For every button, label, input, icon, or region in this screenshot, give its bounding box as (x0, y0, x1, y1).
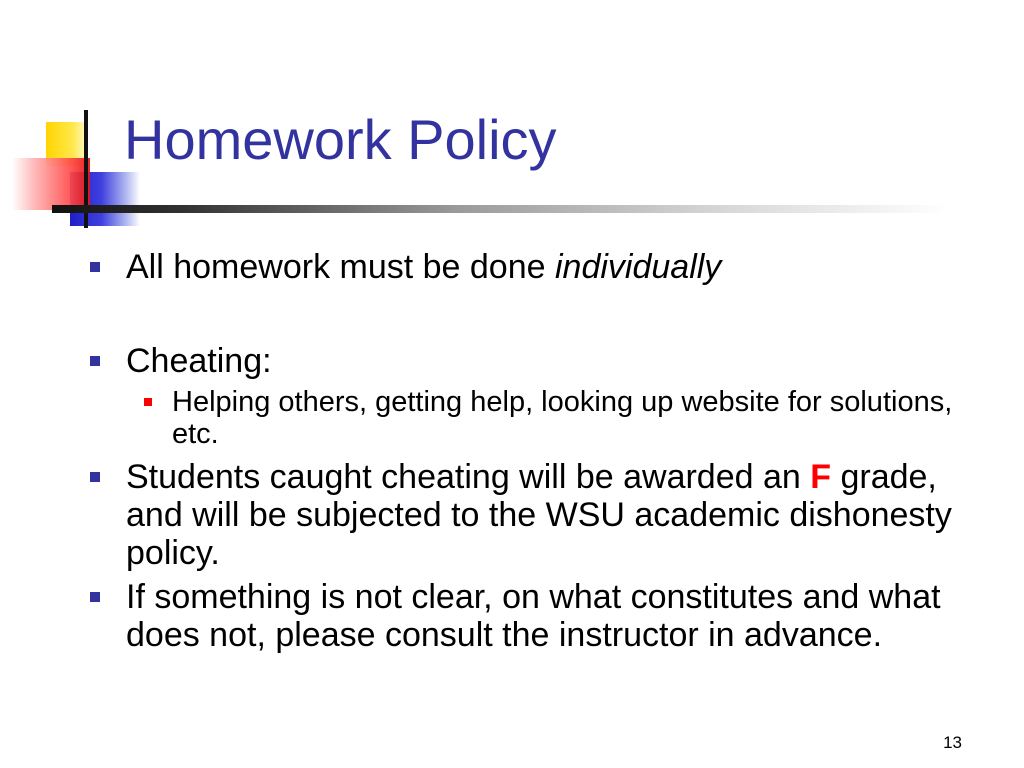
square-sub-bullet-icon (144, 398, 152, 406)
bullet-penalty (88, 458, 968, 572)
square-bullet-icon (90, 356, 100, 366)
slide-title: Homework Policy (124, 108, 557, 171)
sub-bullet-cheating-examples (134, 386, 968, 450)
square-bullet-icon (90, 262, 100, 272)
bullet-text: All homework must be done (126, 248, 555, 286)
square-bullet-icon (90, 472, 100, 482)
bullet-cheating (88, 342, 968, 380)
bullet-consult-instructor (88, 578, 968, 654)
red-square-decoration (12, 158, 90, 210)
title-underline (52, 205, 952, 213)
bullet-text-before: Students caught cheating will be awarded an (126, 458, 811, 496)
slide-body (88, 248, 968, 654)
bullet-text: Cheating: (126, 342, 272, 380)
sub-bullet-text: Helping others, getting help, looking up website for solutions, etc. (172, 386, 953, 450)
bullet-text-after: grade, and will be subjected to the WSU academic dishonesty policy. (126, 458, 952, 572)
grade-highlight: F (810, 458, 832, 496)
bullet-text: If something is not clear, on what constitutes and what does not, please consult the instructor in advance. (126, 578, 941, 654)
bullet-individual-work (88, 248, 968, 286)
page-number: 13 (943, 733, 962, 752)
square-bullet-icon (90, 592, 100, 602)
bullet-emphasis: individually (554, 248, 722, 286)
